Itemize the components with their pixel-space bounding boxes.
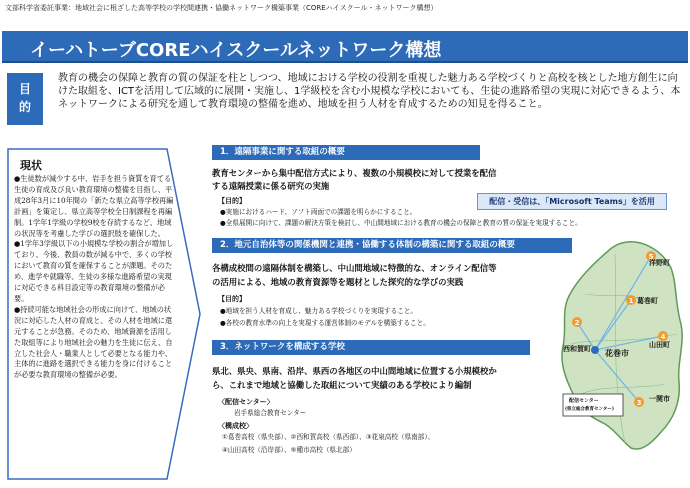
svg-text:5: 5 <box>648 253 654 261</box>
svg-text:4: 4 <box>660 333 666 341</box>
status-item: ●1学年3学級以下の小規模な学校の割合が増加しており、今後、教員の数が減る中で、多くの学校において教育の質を確保することが課題。そのため、進学や就職等、生徒の多様な進路希望の実現に対応できる科目設定等の教育環境の整備が必要。 <box>14 239 174 303</box>
place-kuzumaki: 葛巻町 <box>637 297 658 305</box>
section3-schools-line1: ①葛巻高校（県央部）、②西和賀高校（県西部）、③花泉高校（県南部）、 <box>222 433 435 441</box>
hanamaki-hub <box>591 346 599 354</box>
section2-item: ●各校の教育水準の向上を実現する運営体制のモデルを構築すること。 <box>220 319 430 327</box>
section1-lead-line2: する遠隔授業に係る研究の実施 <box>212 181 330 191</box>
center-label-line2: (県立総合教育センター) <box>565 407 614 412</box>
purpose-text: 教育の機会の保障と教育の質の保証を柱としつつ、地域における学校の役割を重視した魅力ある学校づくりと高校を核とした地方創生に向けた取組を、ICTを活用して広域的に展開・実施し、1学級校を含む小規模な学校においても、生徒の進路希望の実現に対応できるよう、本ネットワークによる研究を通して教育環境の整備を進め、地域を担う人材を育成するための知見を得ること。 <box>58 73 681 110</box>
section3-lead-line2: ら、これまで地域と協働した取組について実績のある学校により編制 <box>212 380 472 390</box>
header-caption: 文部科学省委託事業：地域社会に根ざした高等学校の学校間連携・協働ネットワーク構築事業（COREハイスクール・ネットワーク構想） <box>5 4 438 12</box>
purpose-tag <box>7 73 43 125</box>
school-marker <box>634 397 644 407</box>
svg-text:2: 2 <box>574 319 580 327</box>
section1-heading: 1．遠隔事業に関する取組の概要 <box>212 145 480 160</box>
iwate-map <box>545 234 690 484</box>
section1-purpose-label: 【目的】 <box>218 197 246 205</box>
section2-lead-line1: 各構成校間の遠隔体制を構築し、中山間地域に特徴的な、オンライン配信等 <box>212 263 497 273</box>
section3-schools-line2: ④山田高校（沿岸部）、⑤種市高校（県北部） <box>222 446 356 454</box>
status-list <box>14 174 174 381</box>
section1-item: ●全県展開に向けて、課題の解決方策を検討し、中山間地域における教育の機会の保障と教育の質の保証を実現すること。 <box>220 219 582 227</box>
purpose-tag-line1: 目 <box>18 82 31 96</box>
place-youno: 洋野町 <box>649 259 670 267</box>
section2-item: ●地域を担う人材を育成し、魅力ある学校づくりを実現すること。 <box>220 307 417 315</box>
place-nishiwaga: 西和賀町 <box>563 345 591 353</box>
purpose-tag-line2: 的 <box>18 100 31 114</box>
school-marker <box>626 295 636 305</box>
place-ichinoseki: 一関市 <box>649 395 670 403</box>
place-yamada: 山田町 <box>649 341 670 349</box>
section3-lead-line1: 県北、県央、県南、沿岸、県西の各地区の中山間地域に位置する小規模校か <box>212 366 497 376</box>
section2-lead-line2: の活用による、地域の教育資源等を題材とした探究的な学びの実践 <box>212 277 464 287</box>
section1-item: ●実施におけるハード、ソフト両面での課題を明らかにすること。 <box>220 208 417 216</box>
section3-center-label: 〈配信センター〉 <box>218 398 274 406</box>
status-title: 現状 <box>20 159 42 172</box>
place-hanamaki: 花巻市 <box>605 349 629 358</box>
status-item: ●生徒数が減少する中、岩手を担う資質を育てる生徒の育成及び良い教育環境の整備を目指し、平成28年3月に10年間の「新たな県立高等学校再編計画」を策定し、県立高等学校全日制課程を再編制。1学年1学級の学校9校を存続するなど、地域の状況等を考慮した学びの選択肢を確保した。 <box>14 174 174 238</box>
section2-heading: 2．地元自治体等の関係機関と連携・協働する体制の構築に関する取組の概要 <box>212 238 572 253</box>
teams-badge: 配信・受信は、「Microsoft Teams」を活用 <box>477 193 667 210</box>
svg-text:1: 1 <box>628 297 634 305</box>
section2-purpose-label: 【目的】 <box>218 295 246 303</box>
title-banner <box>2 31 688 63</box>
section1-lead-line1: 教育センターから集中配信方式により、複数の小規模校に対して授業を配信 <box>212 168 497 178</box>
svg-text:3: 3 <box>636 399 642 407</box>
map-graphic <box>545 234 690 484</box>
page-title: イーハトーブCOREハイスクールネットワーク構想 <box>30 40 442 61</box>
center-label-line1: 配信センター <box>569 398 599 404</box>
status-item: ●持続可能な地域社会の形成に向けて、地域の状況に対応した人材の育成と、その人材を地域に還元することが急務。そのため、地域資源を活用した取組等により地域社会の魅力を生徒に伝え、自立した社会人・職業人として必要となる能力や、主体的に進路を選択できる能力を身に付けることが必要な教育環境の整備が必要。 <box>14 304 173 380</box>
section3-center-name: 岩手県総合教育センター <box>234 409 307 417</box>
section3-schools-label: 〈構成校〉 <box>218 422 253 430</box>
school-marker <box>572 317 582 327</box>
section3-heading: 3．ネットワークを構成する学校 <box>212 340 530 355</box>
